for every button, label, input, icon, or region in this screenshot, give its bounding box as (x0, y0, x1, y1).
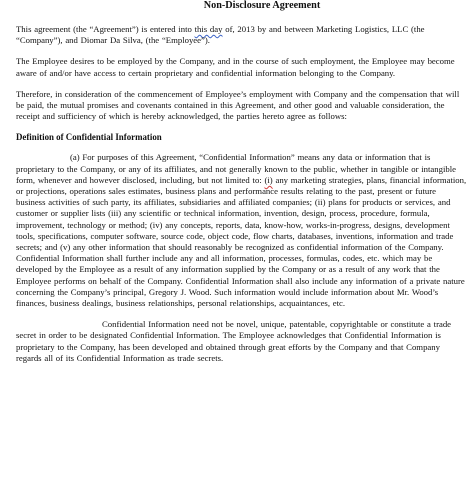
intro-text-start: This agreement (the “Agreement”) is entered into (16, 24, 195, 34)
employee-desire-paragraph: The Employee desires to be employed by the Company, and in the course of such employment, the Employee may become aware of and/or have access to certain proprietary and confidential information belonging to the Company. (16, 56, 455, 78)
definition-text-rest: any marketing strategies, plans, financial information, or projections, operations sales estimates, business plans and performance results relating to the past, present or future business activities of such party, its affiliates, subsidiaries and affiliated companies; (ii) plans for products or services, and customer or supplier lists (iii) any scientific or technical information, invention, design, process, procedure, formula, improvement, technology or method; (iv) any concepts, reports, data, know-how, works-in-progress, designs, development tools, specifications, computer software, source code, object code, flow charts, databases, inventions, information and trade secrets; and (v) any other information that should reasonably be recognized as confidential information of the Company. Confidential Information shall further include any and all information, processes, formulas, codes, etc. which may be developed by the Employee as a result of any information supplied by the Company or as a result of any work that the Employee performs on behalf of the Company. Confidential Information shall also include any information of a private nature concerning the Company’s principal, Gregory J. Wood. Such information would include information about Mr. Wood’s finances, business dealings, business relationships, personal relationships, acquaintances, etc. (16, 174, 467, 309)
definition-text-start: (a) For purposes of this Agreement, “Confidential Information” means any data or information that is proprietary to the Company, or any of its affiliates, and not generally known to the public, whether in tangible or intangible form, whenever and however disclosed, including, but not limited to: (16, 152, 456, 185)
intro-paragraph (16, 24, 468, 46)
consideration-paragraph: Therefore, in consideration of the commencement of Employee’s employment with Company and the compensation that will be paid, the mutual promises and covenants contained in this Agreement, and other good and valuable consideration, the receipt and sufficiency of which is hereby acknowledged, the parties hereto agree as follows: (16, 88, 460, 122)
section-heading: Definition of Confidential Information (16, 132, 162, 143)
item-i-marker: (i) (264, 174, 273, 185)
document-title: Non-Disclosure Agreement (203, 0, 321, 11)
intro-text-end: of, 2013 by and between Marketing Logistics, LLC (the “Company”), and Diomar Da Silva, (the “Employee”). (16, 24, 425, 46)
this-day-phrase: this day (194, 24, 223, 34)
not-novel-paragraph: Confidential Information need not be novel, unique, patentable, copyrightable or constitute a trade secret in order to be designated Confidential Information. The Employee acknowledges that Confidential Information is proprietary to the Company, has been developed and obtained through great efforts by the Company and that Company regards all of its Confidential Information as trade secrets. (16, 319, 452, 363)
definition-paragraph (16, 152, 468, 309)
